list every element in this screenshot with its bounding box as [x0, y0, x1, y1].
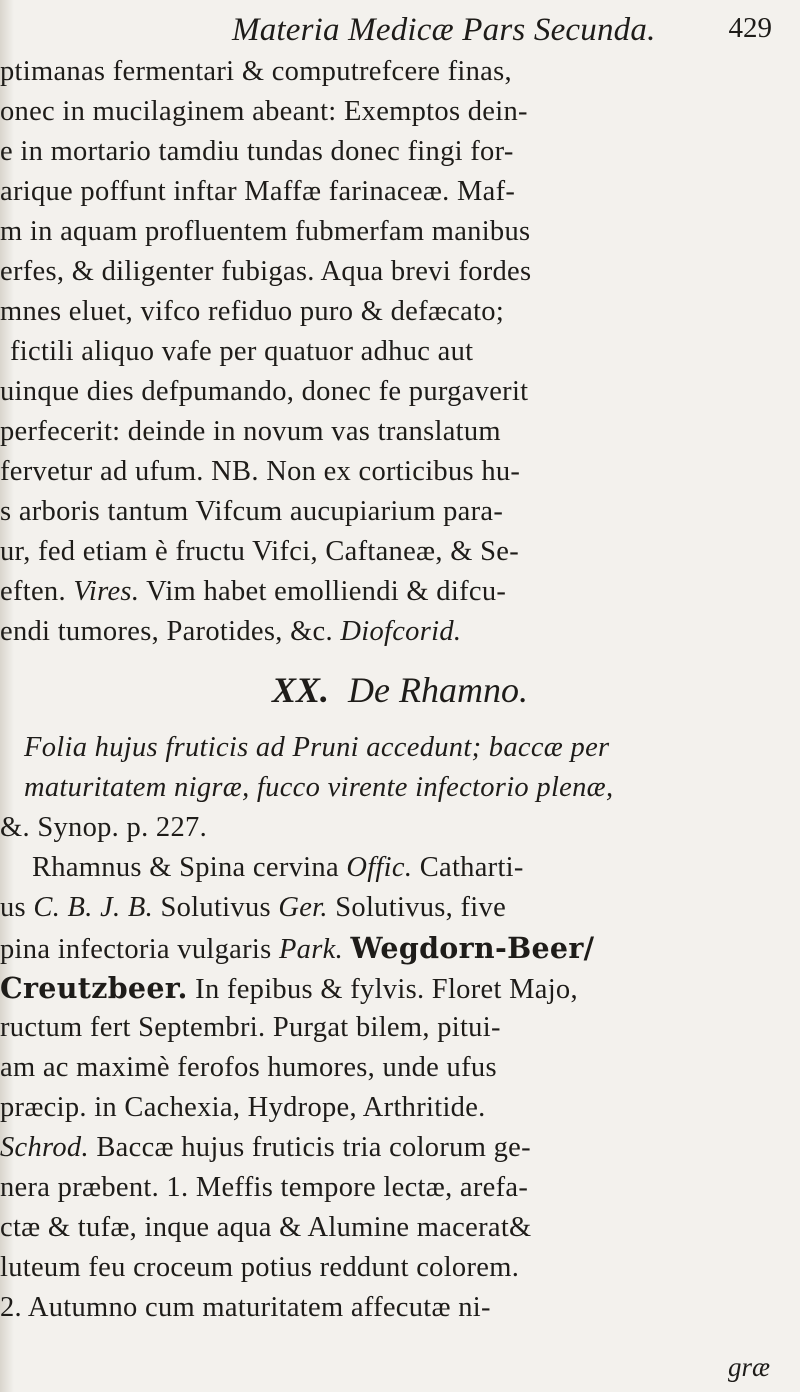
running-head: Materia Medicæ Pars Secunda.: [232, 12, 656, 48]
text-span: endi tumores, Parotides, &c.: [0, 616, 333, 647]
text-line: nera præbent. 1. Meffis tempore lectæ, arefa-: [0, 1172, 529, 1203]
text-line: [0, 928, 594, 968]
source-citation: Diofcorid.: [340, 616, 462, 647]
text-line: ptimanas fermentari & computrefcere finas,: [0, 56, 512, 87]
text-line: [0, 968, 578, 1008]
text-span: Catharti-: [419, 852, 524, 883]
text-line: fictili aliquo vafe per quatuor adhuc aut: [10, 336, 474, 367]
page-number: 429: [728, 12, 772, 44]
text-line: uinque dies defpumando, donec fe purgaverit: [0, 376, 529, 407]
text-line: mnes eluet, vifco refiduo puro & defæcato;: [0, 296, 505, 327]
text-line: onec in mucilaginem abeant: Exemptos dein-: [0, 96, 528, 127]
german-name: Creutzbeer.: [0, 971, 188, 1005]
text-line: [0, 612, 461, 652]
text-span: Solutivus, five: [335, 892, 507, 923]
text-line: e in mortario tamdiu tundas donec fingi for-: [0, 136, 514, 167]
text-line: maturitatem nigræ, fucco virente infectorio plenæ,: [24, 772, 614, 803]
vires-label: Vires.: [73, 576, 140, 607]
text-line: ur, fed etiam è fructu Vifci, Caftaneæ, & Se-: [0, 536, 519, 567]
section-heading: [0, 666, 800, 714]
author-abbrev: Park.: [278, 934, 343, 965]
text-span: eften.: [0, 576, 66, 607]
text-line: Folia hujus fruticis ad Pruni accedunt; baccæ per: [24, 732, 610, 763]
text-span: In fepibus & fylvis. Floret Majo,: [195, 974, 578, 1005]
page-header: [220, 8, 800, 52]
text-span: Rhamnus & Spina cervina: [32, 852, 339, 883]
text-line: ructum fert Septembri. Purgat bilem, pitui-: [0, 1012, 501, 1043]
text-span: Vim habet emolliendi & difcu-: [146, 576, 507, 607]
text-line: luteum feu croceum potius reddunt colorem.: [0, 1252, 520, 1283]
text-line: 2. Autumno cum maturitatem affecutæ ni-: [0, 1292, 491, 1323]
author-abbrev: Ger.: [278, 892, 328, 923]
text-line: erfes, & diligenter fubigas. Aqua brevi fordes: [0, 256, 532, 287]
text-line: m in aquam profluentem fubmerfam manibus: [0, 216, 531, 247]
text-line: [32, 848, 524, 888]
author-abbrev: Schrod.: [0, 1132, 89, 1163]
text-span: us: [0, 892, 26, 923]
text-line: præcip. in Cachexia, Hydrope, Arthritide.: [0, 1092, 486, 1123]
text-line: fervetur ad ufum. NB. Non ex corticibus hu-: [0, 456, 521, 487]
section-number: XX.: [272, 670, 330, 710]
text-span: Baccæ hujus fruticis tria colorum ge-: [96, 1132, 531, 1163]
text-line: &. Synop. p. 227.: [0, 812, 207, 843]
text-span: pina infectoria vulgaris: [0, 934, 272, 965]
german-name: Wegdorn-Beer/: [350, 931, 595, 965]
text-line: [0, 1128, 531, 1168]
text-line: s arboris tantum Vifcum aucupiarium para-: [0, 496, 504, 527]
text-line: [0, 572, 506, 612]
text-line: perfecerit: deinde in novum vas translatum: [0, 416, 501, 447]
text-line: [0, 888, 506, 928]
text-line: arique poffunt inftar Maffæ farinaceæ. Maf-: [0, 176, 516, 207]
text-span: Solutivus: [160, 892, 271, 923]
section-title: De Rhamno.: [348, 670, 528, 710]
catchword: græ: [727, 1352, 770, 1382]
author-abbrev: C. B. J. B.: [33, 892, 154, 923]
text-line: am ac maximè ferofos humores, unde ufus: [0, 1052, 497, 1083]
text-line: ctæ & tufæ, inque aqua & Alumine macerat&: [0, 1212, 532, 1243]
abbrev-offic: Offic.: [346, 852, 413, 883]
